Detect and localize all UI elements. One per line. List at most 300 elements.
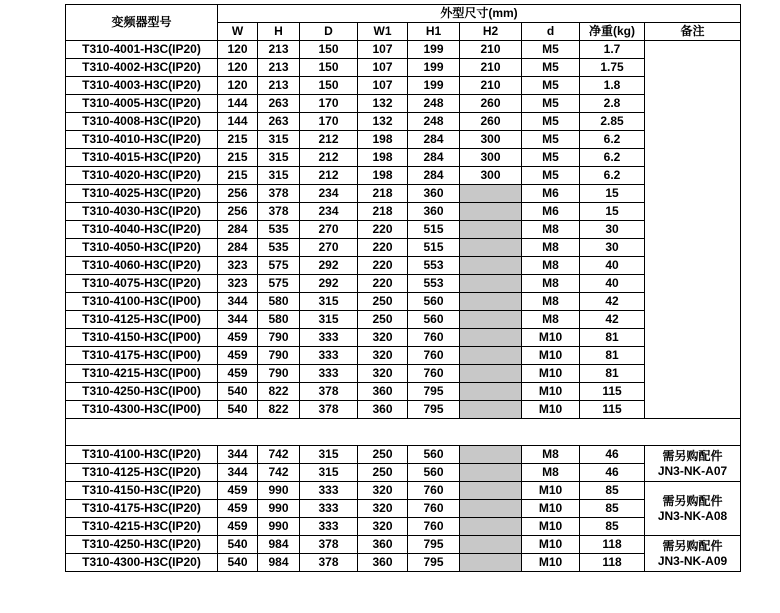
table-row <box>66 59 741 77</box>
model-cell: T310-4003-H3C(IP20) <box>66 77 218 95</box>
h1-cell: 248 <box>408 113 460 131</box>
weight-cell: 30 <box>580 221 645 239</box>
h1-cell: 760 <box>408 482 460 500</box>
w1-cell: 218 <box>358 185 408 203</box>
table-row <box>66 482 741 500</box>
w-cell: 540 <box>218 401 258 419</box>
h1-cell: 760 <box>408 347 460 365</box>
h1-cell: 760 <box>408 500 460 518</box>
d-cell: 212 <box>300 149 358 167</box>
h2-cell: 210 <box>460 59 522 77</box>
weight-cell: 115 <box>580 401 645 419</box>
w1-cell: 218 <box>358 203 408 221</box>
d-cell: 315 <box>300 293 358 311</box>
h2-cell <box>460 383 522 401</box>
accessory-note-text: 需另购配件 <box>662 538 723 553</box>
h1-cell: 248 <box>408 95 460 113</box>
dimensions-header: 外型尺寸(mm) <box>218 5 741 23</box>
hole-cell: M5 <box>522 95 580 113</box>
h2-cell: 260 <box>460 95 522 113</box>
w-cell: 215 <box>218 149 258 167</box>
h-cell: 315 <box>258 131 300 149</box>
weight-cell: 118 <box>580 554 645 572</box>
h1-cell: 360 <box>408 203 460 221</box>
h1-cell: 199 <box>408 77 460 95</box>
d-cell: 333 <box>300 482 358 500</box>
col-header-h2: H2 <box>460 23 522 41</box>
w1-cell: 198 <box>358 149 408 167</box>
d-cell: 315 <box>300 446 358 464</box>
h1-cell: 795 <box>408 536 460 554</box>
w1-cell: 250 <box>358 311 408 329</box>
w-cell: 540 <box>218 536 258 554</box>
h1-cell: 199 <box>408 59 460 77</box>
weight-cell: 1.7 <box>580 41 645 59</box>
hole-cell: M8 <box>522 293 580 311</box>
hole-cell: M5 <box>522 113 580 131</box>
d-cell: 378 <box>300 536 358 554</box>
model-cell: T310-4125-H3C(IP20) <box>66 464 218 482</box>
accessory-note-text: 需另购配件 <box>662 493 723 508</box>
h1-cell: 795 <box>408 401 460 419</box>
d-cell: 212 <box>300 131 358 149</box>
col-header-remarks: 备注 <box>645 23 741 41</box>
accessory-part-number: JN3-NK-A08 <box>657 508 728 523</box>
table-row <box>66 365 741 383</box>
model-cell: T310-4005-H3C(IP20) <box>66 95 218 113</box>
table-row <box>66 500 741 518</box>
w-cell: 323 <box>218 257 258 275</box>
model-cell: T310-4025-H3C(IP20) <box>66 185 218 203</box>
weight-cell: 81 <box>580 329 645 347</box>
model-cell: T310-4010-H3C(IP20) <box>66 131 218 149</box>
hole-cell: M5 <box>522 77 580 95</box>
h2-cell <box>460 482 522 500</box>
w-cell: 215 <box>218 131 258 149</box>
h-cell: 790 <box>258 329 300 347</box>
d-cell: 333 <box>300 500 358 518</box>
w1-cell: 107 <box>358 77 408 95</box>
weight-cell: 15 <box>580 203 645 221</box>
hole-cell: M5 <box>522 131 580 149</box>
h1-cell: 795 <box>408 554 460 572</box>
w-cell: 284 <box>218 221 258 239</box>
hole-cell: M10 <box>522 554 580 572</box>
hole-cell: M8 <box>522 464 580 482</box>
h-cell: 213 <box>258 77 300 95</box>
hole-cell: M8 <box>522 275 580 293</box>
h1-cell: 284 <box>408 149 460 167</box>
model-cell: T310-4250-H3C(IP00) <box>66 383 218 401</box>
h1-cell: 795 <box>408 383 460 401</box>
weight-cell: 85 <box>580 518 645 536</box>
h-cell: 315 <box>258 167 300 185</box>
weight-cell: 81 <box>580 365 645 383</box>
model-cell: T310-4050-H3C(IP20) <box>66 239 218 257</box>
table-row <box>66 221 741 239</box>
model-cell: T310-4215-H3C(IP20) <box>66 518 218 536</box>
w-cell: 344 <box>218 446 258 464</box>
h2-cell: 210 <box>460 41 522 59</box>
model-cell: T310-4030-H3C(IP20) <box>66 203 218 221</box>
w1-cell: 220 <box>358 221 408 239</box>
w1-cell: 320 <box>358 347 408 365</box>
w1-cell: 107 <box>358 41 408 59</box>
w1-cell: 250 <box>358 293 408 311</box>
w1-cell: 107 <box>358 59 408 77</box>
model-cell: T310-4125-H3C(IP00) <box>66 311 218 329</box>
w-cell: 459 <box>218 347 258 365</box>
table-row <box>66 257 741 275</box>
w1-cell: 320 <box>358 518 408 536</box>
h2-cell <box>460 500 522 518</box>
hole-cell: M10 <box>522 536 580 554</box>
weight-cell: 6.2 <box>580 149 645 167</box>
h2-cell: 300 <box>460 149 522 167</box>
h-cell: 213 <box>258 41 300 59</box>
w-cell: 284 <box>218 239 258 257</box>
h2-cell <box>460 401 522 419</box>
d-cell: 292 <box>300 275 358 293</box>
weight-cell: 40 <box>580 275 645 293</box>
weight-cell: 1.8 <box>580 77 645 95</box>
model-cell: T310-4008-H3C(IP20) <box>66 113 218 131</box>
d-cell: 234 <box>300 203 358 221</box>
h-cell: 378 <box>258 203 300 221</box>
w-cell: 256 <box>218 203 258 221</box>
table-row <box>66 329 741 347</box>
table-body <box>66 41 741 572</box>
table-row <box>66 167 741 185</box>
table-row <box>66 347 741 365</box>
weight-cell: 42 <box>580 311 645 329</box>
hole-cell: M8 <box>522 311 580 329</box>
table-row <box>66 95 741 113</box>
w1-cell: 320 <box>358 329 408 347</box>
d-cell: 378 <box>300 383 358 401</box>
h1-cell: 760 <box>408 365 460 383</box>
d-cell: 170 <box>300 113 358 131</box>
h2-cell: 260 <box>460 113 522 131</box>
accessory-part-number: JN3-NK-A09 <box>657 553 728 568</box>
w-cell: 459 <box>218 482 258 500</box>
h1-cell: 284 <box>408 167 460 185</box>
w-cell: 120 <box>218 77 258 95</box>
d-cell: 270 <box>300 239 358 257</box>
table-row <box>66 518 741 536</box>
d-cell: 378 <box>300 554 358 572</box>
h-cell: 790 <box>258 365 300 383</box>
hole-cell: M10 <box>522 500 580 518</box>
hole-cell: M8 <box>522 221 580 239</box>
w1-cell: 220 <box>358 239 408 257</box>
col-header-h: H <box>258 23 300 41</box>
h1-cell: 560 <box>408 311 460 329</box>
model-cell: T310-4215-H3C(IP00) <box>66 365 218 383</box>
model-cell: T310-4100-H3C(IP20) <box>66 446 218 464</box>
weight-cell: 2.85 <box>580 113 645 131</box>
h-cell: 535 <box>258 239 300 257</box>
w-cell: 459 <box>218 329 258 347</box>
hole-cell: M10 <box>522 401 580 419</box>
model-cell: T310-4060-H3C(IP20) <box>66 257 218 275</box>
hole-cell: M10 <box>522 365 580 383</box>
h1-cell: 360 <box>408 185 460 203</box>
h2-cell <box>460 293 522 311</box>
model-cell: T310-4075-H3C(IP20) <box>66 275 218 293</box>
h-cell: 263 <box>258 113 300 131</box>
w-cell: 459 <box>218 365 258 383</box>
weight-cell: 1.75 <box>580 59 645 77</box>
h-cell: 990 <box>258 482 300 500</box>
table-row <box>66 203 741 221</box>
remarks-cell <box>645 41 741 419</box>
col-header-hole: d <box>522 23 580 41</box>
model-cell: T310-4300-H3C(IP20) <box>66 554 218 572</box>
weight-cell: 2.8 <box>580 95 645 113</box>
model-cell: T310-4175-H3C(IP20) <box>66 500 218 518</box>
hole-cell: M10 <box>522 383 580 401</box>
h-cell: 575 <box>258 257 300 275</box>
weight-cell: 6.2 <box>580 167 645 185</box>
model-cell: T310-4150-H3C(IP20) <box>66 482 218 500</box>
hole-cell: M10 <box>522 329 580 347</box>
h2-cell <box>460 518 522 536</box>
h-cell: 742 <box>258 464 300 482</box>
h1-cell: 515 <box>408 239 460 257</box>
h-cell: 984 <box>258 536 300 554</box>
w-cell: 144 <box>218 113 258 131</box>
w-cell: 459 <box>218 518 258 536</box>
header-row-1 <box>66 5 741 23</box>
weight-cell: 118 <box>580 536 645 554</box>
w1-cell: 132 <box>358 95 408 113</box>
d-cell: 150 <box>300 41 358 59</box>
table-row <box>66 77 741 95</box>
h2-cell <box>460 185 522 203</box>
w1-cell: 320 <box>358 365 408 383</box>
w-cell: 459 <box>218 500 258 518</box>
w-cell: 144 <box>218 95 258 113</box>
d-cell: 234 <box>300 185 358 203</box>
w-cell: 120 <box>218 41 258 59</box>
table-row <box>66 131 741 149</box>
accessory-note-cell <box>645 482 741 536</box>
weight-cell: 30 <box>580 239 645 257</box>
table-row <box>66 401 741 419</box>
w-cell: 256 <box>218 185 258 203</box>
w-cell: 344 <box>218 464 258 482</box>
weight-cell: 6.2 <box>580 131 645 149</box>
h2-cell <box>460 446 522 464</box>
h-cell: 575 <box>258 275 300 293</box>
weight-cell: 115 <box>580 383 645 401</box>
hole-cell: M6 <box>522 203 580 221</box>
model-cell: T310-4040-H3C(IP20) <box>66 221 218 239</box>
h-cell: 580 <box>258 293 300 311</box>
w1-cell: 250 <box>358 464 408 482</box>
d-cell: 333 <box>300 347 358 365</box>
table-row <box>66 554 741 572</box>
model-cell: T310-4020-H3C(IP20) <box>66 167 218 185</box>
d-cell: 333 <box>300 518 358 536</box>
w1-cell: 360 <box>358 554 408 572</box>
h1-cell: 560 <box>408 293 460 311</box>
d-cell: 333 <box>300 365 358 383</box>
w1-cell: 320 <box>358 482 408 500</box>
w1-cell: 360 <box>358 401 408 419</box>
h2-cell: 210 <box>460 77 522 95</box>
w-cell: 344 <box>218 293 258 311</box>
h-cell: 990 <box>258 500 300 518</box>
w1-cell: 198 <box>358 131 408 149</box>
model-cell: T310-4002-H3C(IP20) <box>66 59 218 77</box>
accessory-note-text: 需另购配件 <box>662 448 723 463</box>
table-row <box>66 113 741 131</box>
model-cell: T310-4100-H3C(IP00) <box>66 293 218 311</box>
d-cell: 150 <box>300 59 358 77</box>
hole-cell: M5 <box>522 149 580 167</box>
model-cell: T310-4300-H3C(IP00) <box>66 401 218 419</box>
h1-cell: 199 <box>408 41 460 59</box>
weight-cell: 15 <box>580 185 645 203</box>
d-cell: 333 <box>300 329 358 347</box>
h2-cell <box>460 365 522 383</box>
w1-cell: 320 <box>358 500 408 518</box>
model-cell: T310-4175-H3C(IP00) <box>66 347 218 365</box>
weight-cell: 81 <box>580 347 645 365</box>
weight-cell: 46 <box>580 446 645 464</box>
weight-cell: 40 <box>580 257 645 275</box>
h-cell: 213 <box>258 59 300 77</box>
col-header-w1: W1 <box>358 23 408 41</box>
hole-cell: M10 <box>522 347 580 365</box>
table-row <box>66 536 741 554</box>
table-row <box>66 311 741 329</box>
col-header-d: D <box>300 23 358 41</box>
table-row <box>66 446 741 464</box>
h1-cell: 553 <box>408 257 460 275</box>
w-cell: 540 <box>218 383 258 401</box>
table-row <box>66 149 741 167</box>
h-cell: 790 <box>258 347 300 365</box>
model-cell: T310-4015-H3C(IP20) <box>66 149 218 167</box>
hole-cell: M6 <box>522 185 580 203</box>
w1-cell: 220 <box>358 275 408 293</box>
col-header-weight: 净重(kg) <box>580 23 645 41</box>
w1-cell: 198 <box>358 167 408 185</box>
col-header-h1: H1 <box>408 23 460 41</box>
h2-cell <box>460 257 522 275</box>
h2-cell <box>460 554 522 572</box>
hole-cell: M5 <box>522 167 580 185</box>
d-cell: 315 <box>300 464 358 482</box>
w-cell: 215 <box>218 167 258 185</box>
hole-cell: M8 <box>522 446 580 464</box>
d-cell: 315 <box>300 311 358 329</box>
table-row <box>66 185 741 203</box>
w-cell: 344 <box>218 311 258 329</box>
hole-cell: M10 <box>522 482 580 500</box>
table-row <box>66 239 741 257</box>
table-row <box>66 41 741 59</box>
model-cell: T310-4150-H3C(IP00) <box>66 329 218 347</box>
h-cell: 535 <box>258 221 300 239</box>
col-header-w: W <box>218 23 258 41</box>
h1-cell: 760 <box>408 329 460 347</box>
h-cell: 378 <box>258 185 300 203</box>
accessory-part-number: JN3-NK-A07 <box>657 463 728 478</box>
separator-cell <box>66 419 741 446</box>
h2-cell: 300 <box>460 131 522 149</box>
w1-cell: 132 <box>358 113 408 131</box>
h2-cell <box>460 536 522 554</box>
accessory-note-cell <box>645 446 741 482</box>
h2-cell <box>460 311 522 329</box>
h2-cell <box>460 221 522 239</box>
w-cell: 540 <box>218 554 258 572</box>
hole-cell: M8 <box>522 239 580 257</box>
h2-cell <box>460 347 522 365</box>
h1-cell: 515 <box>408 221 460 239</box>
separator-row <box>66 419 741 446</box>
d-cell: 170 <box>300 95 358 113</box>
table-row <box>66 275 741 293</box>
hole-cell: M5 <box>522 41 580 59</box>
d-cell: 212 <box>300 167 358 185</box>
w1-cell: 360 <box>358 383 408 401</box>
h2-cell: 300 <box>460 167 522 185</box>
model-cell: T310-4001-H3C(IP20) <box>66 41 218 59</box>
w1-cell: 220 <box>358 257 408 275</box>
h1-cell: 560 <box>408 464 460 482</box>
h1-cell: 760 <box>408 518 460 536</box>
weight-cell: 46 <box>580 464 645 482</box>
hole-cell: M10 <box>522 518 580 536</box>
h2-cell <box>460 329 522 347</box>
h-cell: 990 <box>258 518 300 536</box>
d-cell: 378 <box>300 401 358 419</box>
h2-cell <box>460 203 522 221</box>
h-cell: 315 <box>258 149 300 167</box>
w1-cell: 360 <box>358 536 408 554</box>
accessory-note-cell <box>645 536 741 572</box>
d-cell: 150 <box>300 77 358 95</box>
table-row <box>66 464 741 482</box>
w1-cell: 250 <box>358 446 408 464</box>
h-cell: 822 <box>258 401 300 419</box>
h-cell: 984 <box>258 554 300 572</box>
h1-cell: 560 <box>408 446 460 464</box>
h1-cell: 553 <box>408 275 460 293</box>
w-cell: 120 <box>218 59 258 77</box>
h-cell: 742 <box>258 446 300 464</box>
h-cell: 580 <box>258 311 300 329</box>
h2-cell <box>460 275 522 293</box>
h-cell: 263 <box>258 95 300 113</box>
d-cell: 270 <box>300 221 358 239</box>
w-cell: 323 <box>218 275 258 293</box>
h1-cell: 284 <box>408 131 460 149</box>
h2-cell <box>460 464 522 482</box>
table-row <box>66 293 741 311</box>
d-cell: 292 <box>300 257 358 275</box>
weight-cell: 85 <box>580 500 645 518</box>
table-row <box>66 383 741 401</box>
weight-cell: 85 <box>580 482 645 500</box>
model-cell: T310-4250-H3C(IP20) <box>66 536 218 554</box>
dimensions-table <box>65 4 741 572</box>
